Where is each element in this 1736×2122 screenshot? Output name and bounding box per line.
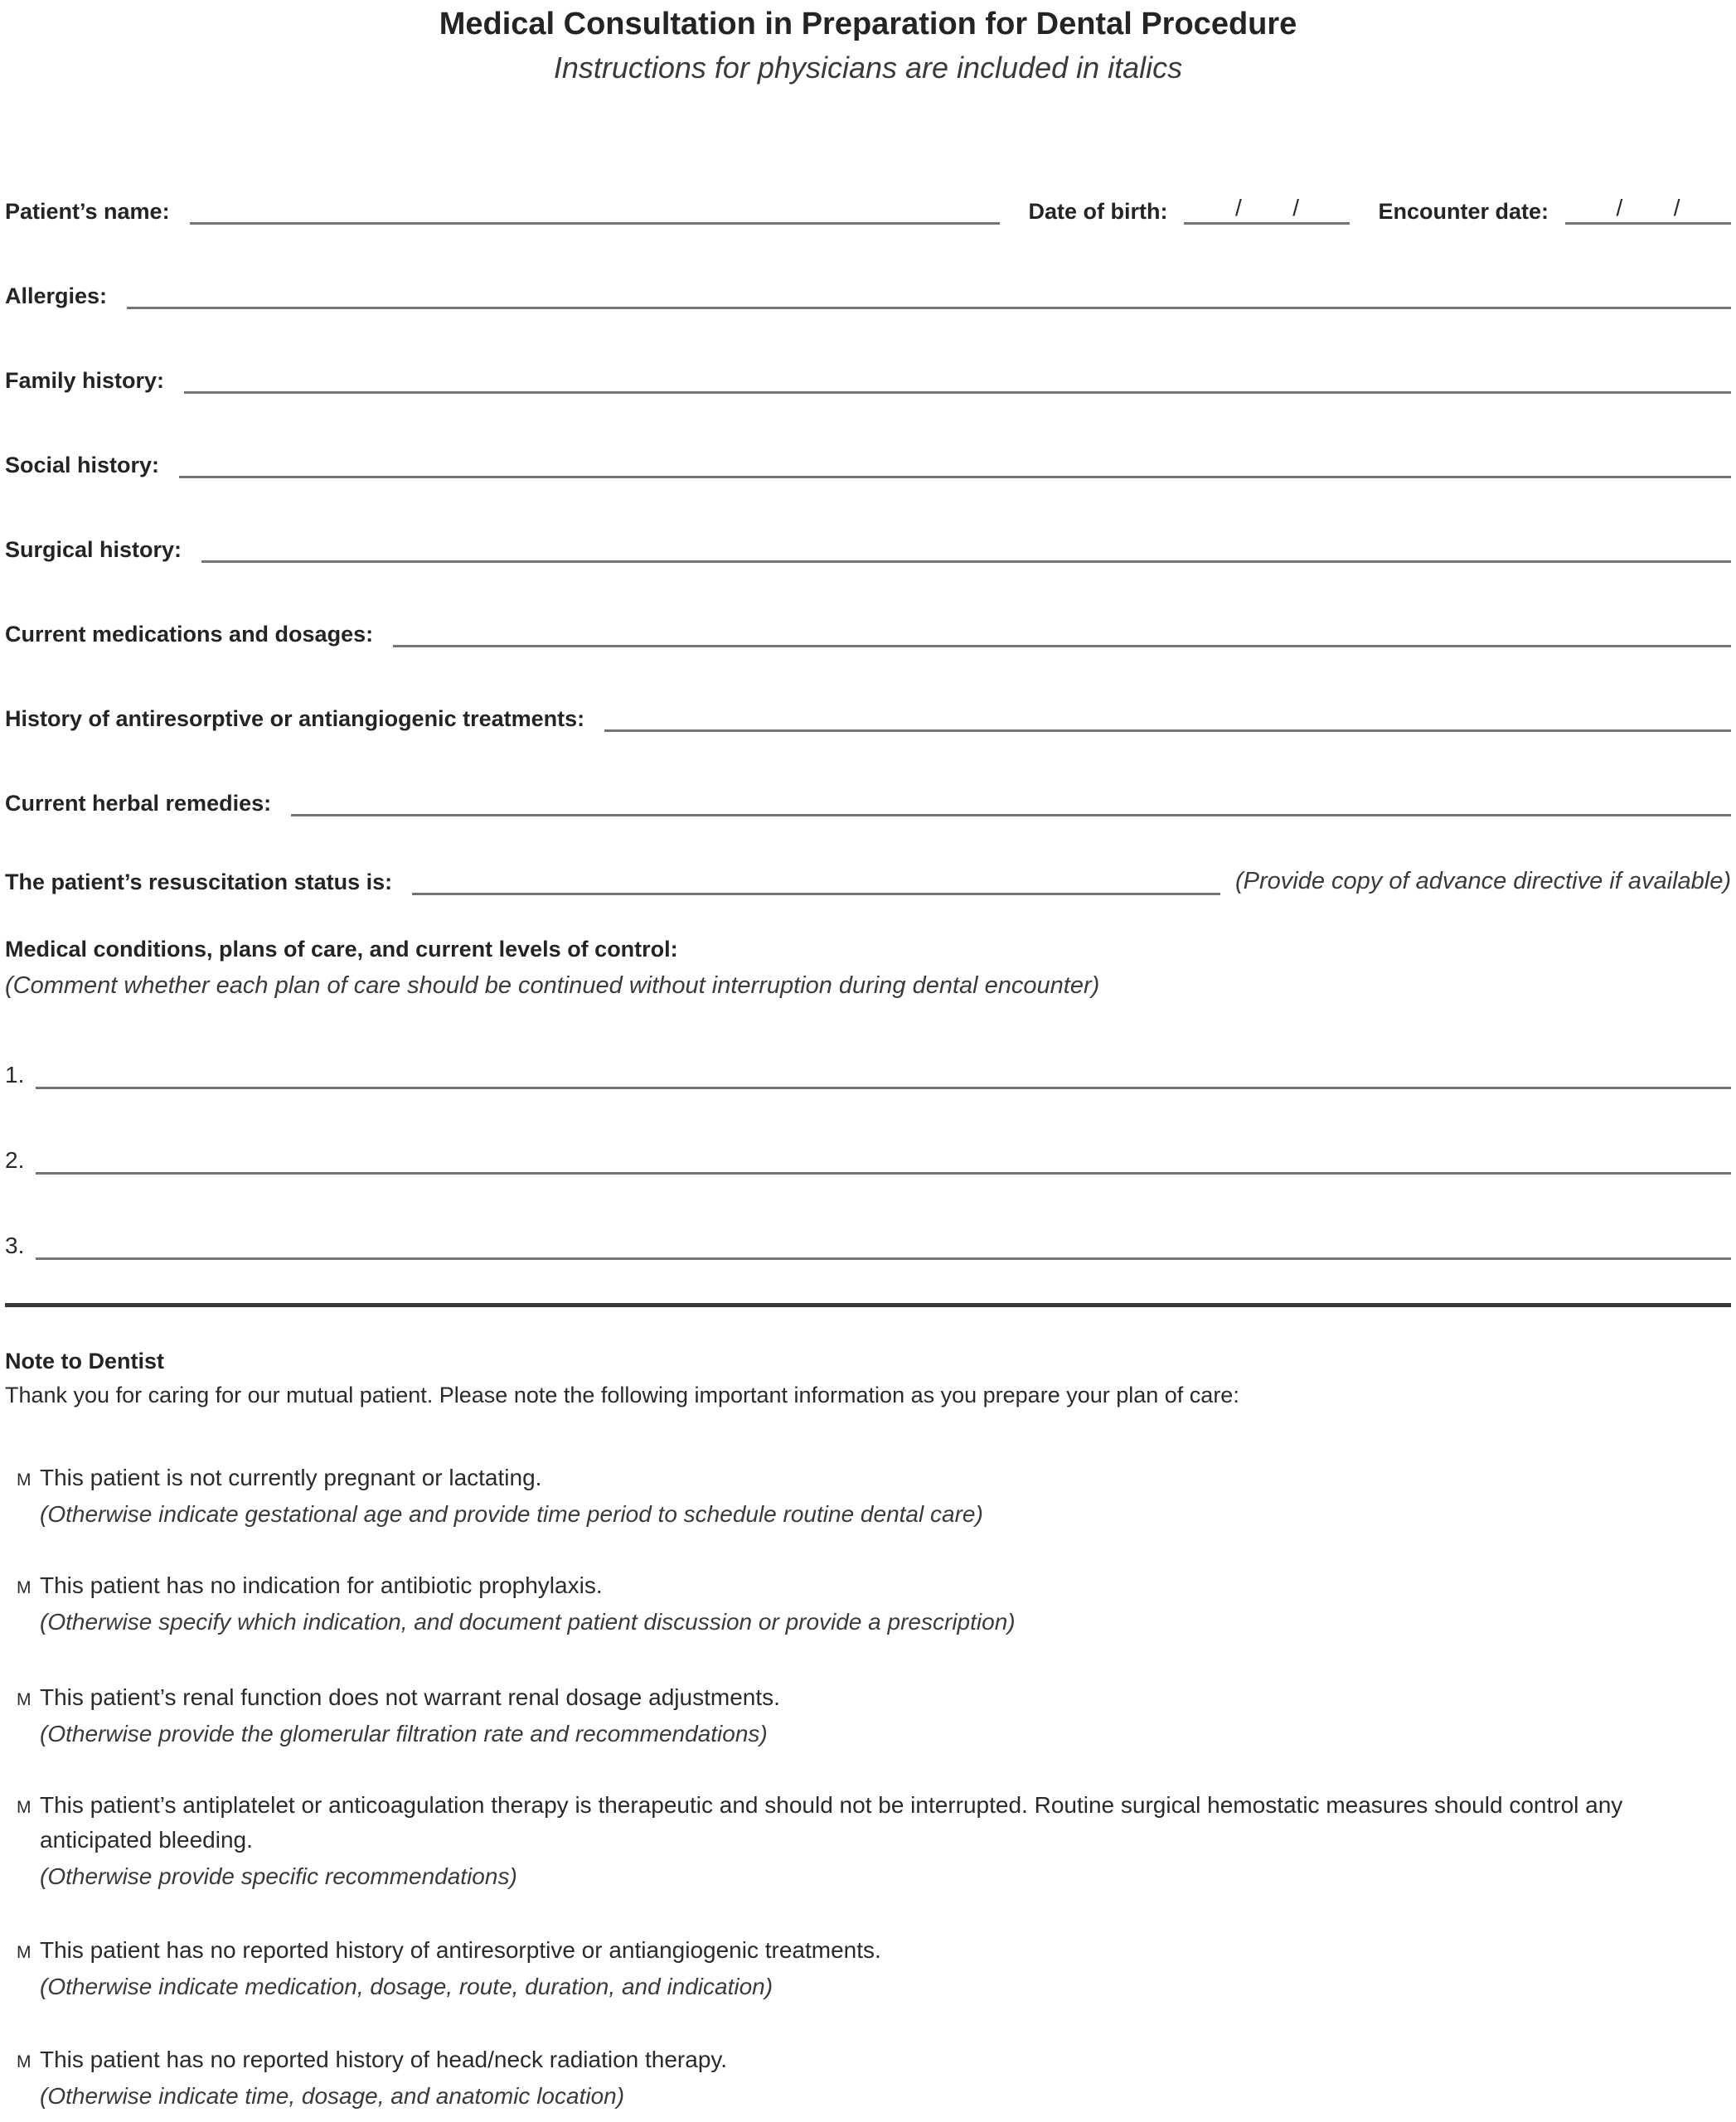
checkbox-icon[interactable]: M [17, 1690, 32, 1709]
condition-field-line-3[interactable] [36, 1255, 1731, 1260]
patient-name-label: Patient’s name: [5, 198, 170, 224]
condition-number-2: 2. [5, 1147, 25, 1174]
checklist-item-body [40, 1788, 1731, 1893]
checklist-item-text: This patient is not currently pregnant or lactating. [40, 1465, 542, 1490]
date-of-birth-label: Date of birth: [1028, 198, 1168, 224]
checkbox-icon[interactable]: M [17, 1798, 32, 1817]
social-history-label: Social history: [5, 452, 160, 477]
checkbox-icon[interactable]: M [17, 1578, 32, 1597]
antiresorptive-history-row [5, 697, 1731, 732]
condition-row-2 [5, 1140, 1731, 1175]
patient-identity-row [5, 190, 1731, 225]
condition-field-line-2[interactable] [36, 1170, 1731, 1175]
checklist-item-instruction: (Otherwise provide the glomerular filtration rate and recommendations) [40, 1721, 768, 1747]
checkbox-icon[interactable]: M [17, 1943, 32, 1962]
checkbox-icon[interactable]: M [17, 1470, 32, 1490]
checklist-item-text: This patient has no reported history of antiresorptive or antiangiogenic treatments. [40, 1937, 881, 1963]
checklist-item-instruction: (Otherwise indicate medication, dosage, route, duration, and indication) [40, 1974, 773, 1999]
surgical-history-row [5, 528, 1731, 563]
checklist-item-renal-function [5, 1680, 1731, 1751]
page-title: Medical Consultation in Preparation for Dental Procedure [439, 7, 1297, 41]
checklist-item-instruction: (Otherwise specify which indication, and document patient discussion or provide a prescription) [40, 1609, 1016, 1635]
checklist-item-body [40, 1568, 1731, 1639]
encounter-date-field-line[interactable] [1565, 191, 1731, 225]
note-to-dentist-intro: Thank you for caring for our mutual patient. Please note the following important information as you prepare your plan of care: [5, 1383, 1239, 1407]
encounter-date-label: Encounter date: [1378, 198, 1549, 224]
checklist-item-text: This patient’s renal function does not warrant renal dosage adjustments. [40, 1684, 780, 1710]
checklist-item-instruction: (Otherwise indicate gestational age and provide time period to schedule routine dental care) [40, 1501, 983, 1527]
checklist-item-instruction: (Otherwise provide specific recommendations) [40, 1863, 517, 1889]
family-history-row [5, 359, 1731, 394]
current-medications-label: Current medications and dosages: [5, 621, 374, 647]
checklist-item-body [40, 1461, 1731, 1531]
herbal-remedies-row [5, 782, 1731, 816]
checklist-item-radiation-therapy [5, 2042, 1731, 2113]
medical-conditions-instruction: (Comment whether each plan of care should be continued without interruption during dental encounter) [5, 972, 1100, 999]
checklist-item-pregnancy [5, 1461, 1731, 1531]
social-history-row [5, 443, 1731, 478]
condition-field-line-1[interactable] [36, 1084, 1731, 1089]
checklist-item-body [40, 2042, 1731, 2113]
current-medications-field-line[interactable] [393, 642, 1731, 647]
antiresorptive-history-field-line[interactable] [604, 727, 1731, 732]
checklist-item-body [40, 1933, 1731, 2003]
page-subtitle: Instructions for physicians are included in italics [553, 51, 1183, 85]
patient-name-field-line[interactable] [190, 220, 1001, 225]
social-history-field-line[interactable] [179, 473, 1731, 478]
resuscitation-status-row [5, 860, 1731, 895]
resuscitation-status-field-line[interactable] [412, 890, 1220, 895]
checklist-item-body [40, 1680, 1731, 1751]
date-separator-slash: / [1616, 195, 1623, 220]
current-medications-row [5, 613, 1731, 647]
allergies-row [5, 274, 1731, 309]
advance-directive-note: (Provide copy of advance directive if available) [1234, 868, 1731, 895]
section-divider [5, 1303, 1731, 1307]
surgical-history-field-line[interactable] [201, 558, 1731, 563]
checklist-item-antibiotic-prophylaxis [5, 1568, 1731, 1639]
checklist-item-instruction: (Otherwise indicate time, dosage, and anatomic location) [40, 2083, 625, 2109]
medical-conditions-heading: Medical conditions, plans of care, and current levels of control: [5, 937, 678, 962]
condition-row-3 [5, 1225, 1731, 1260]
allergies-label: Allergies: [5, 283, 108, 308]
antiresorptive-history-label: History of antiresorptive or antiangiogenic treatments: [5, 705, 585, 731]
family-history-field-line[interactable] [184, 389, 1731, 394]
checklist-item-antiresorptive [5, 1933, 1731, 2003]
herbal-remedies-field-line[interactable] [291, 811, 1731, 816]
checklist-item-text: This patient has no reported history of head/neck radiation therapy. [40, 2047, 728, 2072]
checklist-item-text: This patient’s antiplatelet or anticoagulation therapy is therapeutic and should not be interrupted. Routine surgical hemostatic measures should control any anticipated bleeding. [40, 1792, 1623, 1853]
resuscitation-status-label: The patient’s resuscitation status is: [5, 869, 393, 894]
note-to-dentist-heading: Note to Dentist [5, 1349, 164, 1373]
date-of-birth-field-line[interactable] [1184, 191, 1350, 225]
surgical-history-label: Surgical history: [5, 536, 182, 562]
date-separator-slash: / [1292, 195, 1299, 220]
allergies-field-line[interactable] [127, 304, 1731, 309]
herbal-remedies-label: Current herbal remedies: [5, 790, 272, 816]
condition-number-1: 1. [5, 1062, 25, 1088]
condition-number-3: 3. [5, 1233, 25, 1259]
checkbox-icon[interactable]: M [17, 2052, 32, 2071]
family-history-label: Family history: [5, 367, 165, 393]
checklist-item-anticoagulation [5, 1788, 1731, 1893]
date-separator-slash: / [1234, 195, 1242, 220]
condition-row-1 [5, 1054, 1731, 1089]
date-separator-slash: / [1673, 195, 1680, 220]
checklist-item-text: This patient has no indication for antibiotic prophylaxis. [40, 1572, 603, 1598]
